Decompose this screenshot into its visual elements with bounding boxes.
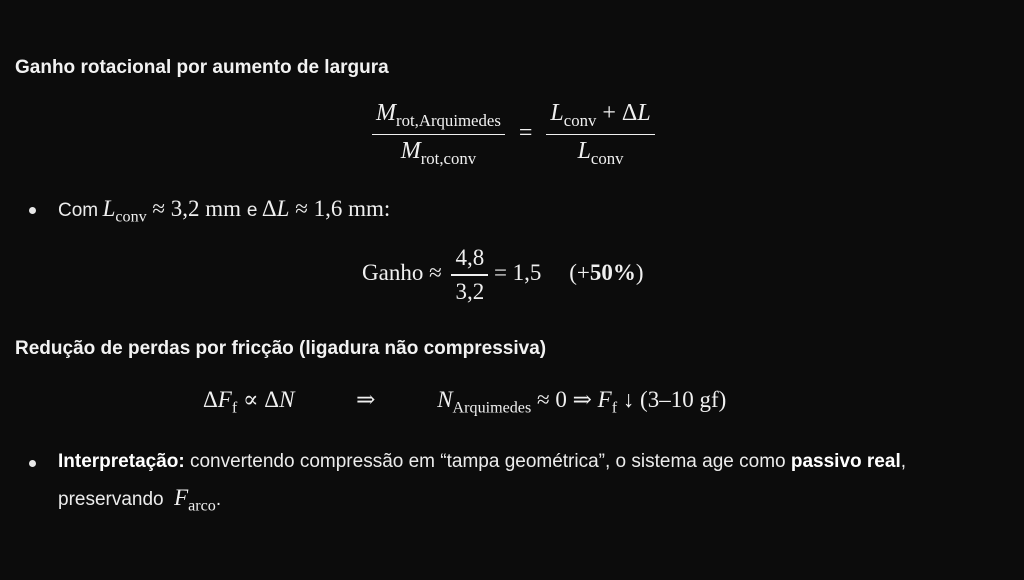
var-m-num: M	[376, 100, 396, 126]
approx-value-2: ≈ 1,6 mm:	[295, 196, 391, 221]
plus-delta: + Δ	[602, 100, 638, 126]
bullet-dimensions	[58, 196, 390, 227]
delta-symbol: Δ	[261, 196, 277, 221]
proportional-delta: ∝ Δ	[242, 387, 280, 412]
interpretation-label: Interpretação:	[58, 451, 185, 472]
var-l-num: L	[550, 100, 564, 126]
decrease-range: ↓ (3–10 gf)	[622, 387, 727, 412]
bullet-prefix: Com	[58, 200, 99, 221]
conjunction: e	[246, 200, 258, 221]
var-l-delta: L	[637, 100, 651, 126]
equation-rotational-ratio	[372, 100, 655, 169]
var-f-arco: F	[174, 485, 189, 510]
section-heading-rotational-gain: Ganho rotacional por aumento de largura	[15, 57, 389, 78]
pct-close: )	[635, 260, 644, 286]
sub-f-2: f	[611, 399, 618, 417]
sub-conv-num: conv	[563, 110, 597, 130]
sub-conv: conv	[115, 208, 147, 226]
interpretation-comma: ,	[900, 451, 906, 472]
sub-rot-conv: rot,conv	[420, 149, 477, 169]
sub-arco: arco	[188, 497, 216, 515]
delta-f: Δ	[203, 387, 218, 412]
sub-conv-den: conv	[590, 149, 624, 169]
fraction-gain	[451, 245, 488, 305]
fraction-rhs	[546, 100, 654, 169]
equals-sign: =	[518, 120, 533, 147]
var-l-den: L	[577, 138, 591, 165]
gain-result: = 1,5	[493, 260, 542, 286]
var-n: N	[279, 387, 295, 412]
bullet-dot-2	[29, 460, 36, 467]
var-l: L	[102, 196, 116, 221]
sub-arquimedes: Arquimedes	[452, 399, 532, 417]
pct-open: (+	[569, 260, 590, 286]
var-l-2: L	[276, 196, 290, 221]
bullet-interpretation-line1	[58, 451, 906, 473]
var-f: F	[217, 387, 232, 412]
interpretation-text: convertendo compressão em “tampa geométrica”, o sistema age como	[184, 451, 791, 472]
bullet-dot	[29, 207, 36, 214]
gain-label: Ganho ≈	[362, 260, 442, 286]
var-n-arquimedes: N	[437, 387, 453, 412]
section-heading-friction: Redução de perdas por fricção (ligadura não compressiva)	[15, 338, 547, 359]
gain-percent: 50%	[589, 260, 636, 286]
implies-arrow: ⇒	[356, 387, 376, 412]
interpretation-bold: passivo real	[790, 451, 901, 472]
var-m-den: M	[400, 138, 421, 165]
equation-gain	[362, 245, 644, 305]
gain-denominator: 3,2	[455, 278, 485, 304]
equation-friction	[203, 387, 726, 418]
approx-value-1: ≈ 3,2 mm	[152, 196, 242, 221]
fraction-lhs	[372, 100, 505, 169]
var-f-2: F	[597, 387, 612, 412]
sub-f: f	[231, 399, 238, 417]
preserving-label: preservando	[58, 489, 164, 510]
gain-numerator: 4,8	[455, 245, 485, 270]
bullet-interpretation-line2	[58, 485, 221, 516]
approx-zero-implies: ≈ 0 ⇒	[536, 387, 592, 412]
sentence-end: .	[215, 489, 222, 510]
sub-rot-arquimedes: rot,Arquimedes	[396, 110, 501, 130]
